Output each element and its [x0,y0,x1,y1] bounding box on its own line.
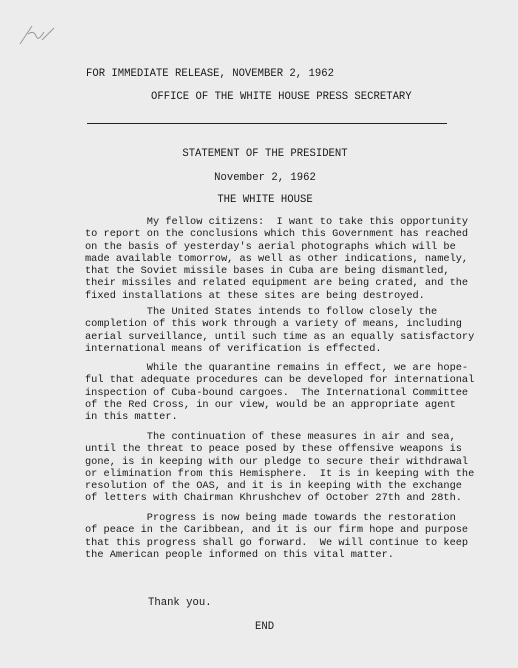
paragraph-line: in this matter. [85,411,178,424]
paragraph-line: of peace in the Caribbean, and it is our firm hope and purpose [85,524,469,537]
statement-title: STATEMENT OF THE PRESIDENT [182,148,348,160]
paragraph-line: on the basis of yesterday's aerial photographs which will be [85,240,456,253]
paragraph-line: inspection of Cuba-bound cargoes. The International Committee [85,386,469,399]
paragraph-line: that this progress shall go forward. We will continue to keep [85,536,469,549]
paragraph-line: resolution of the OAS, and it is in keeping with the exchange [85,480,462,493]
end-marker: END [255,621,275,633]
paragraph-line: ful that adequate procedures can be developed for international [85,374,475,387]
paragraph-line: made available tomorrow, as well as other indications, namely, [85,252,469,265]
statement-date: November 2, 1962 [214,172,316,184]
paragraph-line: The United States intends to follow closely the [85,306,438,318]
paragraph-line: or elimination from this Hemisphere. It is in keeping with the [85,467,475,480]
paragraph-line: completion of this work through a variety of means, including [85,318,462,331]
paragraph-line: of letters with Chairman Khrushchev of October 27th and 28th. [85,492,462,505]
paragraph-5 [85,512,475,561]
paragraph-4 [85,431,475,505]
paragraph-line: fixed installations at these sites are being destroyed. [85,289,425,302]
paragraph-line: of the Red Cross, in our view, would be an appropriate agent [85,398,456,411]
divider-rule [87,123,447,124]
office-line: OFFICE OF THE WHITE HOUSE PRESS SECRETARY [151,91,412,103]
release-line: FOR IMMEDIATE RELEASE, NOVEMBER 2, 1962 [86,68,334,80]
paragraph-3 [85,362,475,423]
paragraph-line: gone, is in keeping with our pledge to secure their withdrawal [85,455,469,468]
paragraph-line: aerial surveillance, until such time as an equally satisfactory [85,330,475,343]
paragraph-line: My fellow citizens: I want to take this opportunity [85,216,469,228]
paragraph-line: until the threat to peace posed by these offensive weapons is [85,443,462,456]
paragraph-line: the American people informed on this vital matter. [85,548,394,561]
paragraph-line: that the Soviet missile bases in Cuba are being dismantled, [85,265,450,278]
paragraph-line: Progress is now being made towards the restoration [85,512,456,524]
handwritten-mark [18,22,58,48]
paragraph-line: to report on the conclusions which this Government has reached [85,228,469,241]
paragraph-1 [85,216,475,302]
closing-line: Thank you. [148,597,212,609]
paragraph-2 [85,306,475,355]
paragraph-line: their missiles and related equipment are being crated, and the [85,277,469,290]
paragraph-line: The continuation of these measures in air and sea, [85,431,456,443]
paragraph-line: international means of verification is effected. [85,342,382,355]
paragraph-line: While the quarantine remains in effect, we are hope- [85,362,469,374]
statement-place: THE WHITE HOUSE [217,194,313,206]
